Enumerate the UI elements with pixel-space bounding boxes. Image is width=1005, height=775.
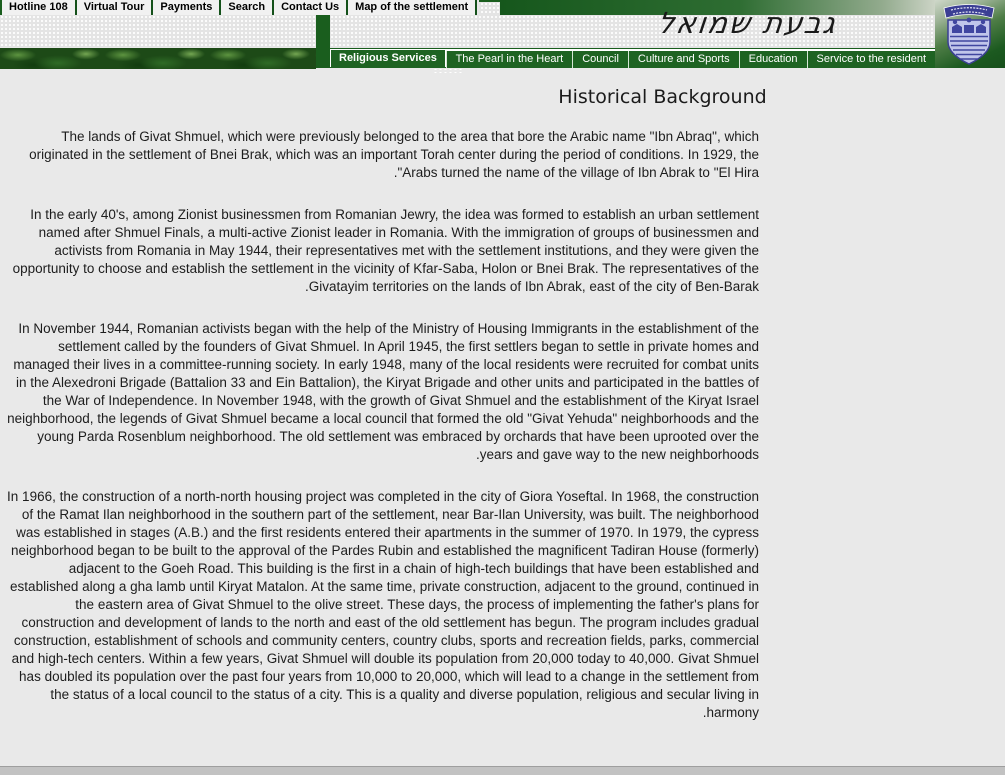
tab-dots-decoration xyxy=(433,68,463,74)
municipal-emblem-logo[interactable] xyxy=(939,2,999,71)
dotted-texture-right xyxy=(330,15,935,48)
top-nav-item[interactable]: Virtual Tour xyxy=(77,0,154,15)
site-name-hebrew: גבעת שמואל xyxy=(655,6,840,40)
secondary-nav xyxy=(446,51,935,68)
top-nav-item[interactable]: Search xyxy=(221,0,274,15)
leaf-banner-image xyxy=(0,47,316,69)
secondary-nav-item[interactable]: The Pearl in the Heart xyxy=(446,51,573,68)
top-nav-item[interactable]: Contact Us xyxy=(274,0,348,15)
top-nav-item[interactable]: Payments xyxy=(153,0,221,15)
emblem-shield-icon xyxy=(939,2,999,66)
paragraph: In November 1944, Romanian activists began with the help of the Ministry of Housing Immigrants in the establishment of the settlement called by the founders of Givat Shmuel. In April 1945, the first settlers began to settle in private homes and managed their lives in a committee-running society. In early 1948, many of the local residents were recruited for combat units in the Alexedroni Brigade (Battalion 33 and Ein Battalion), the Kiryat Brigade and other units and participated in the battles of the War of Independence. In November 1948, with the growth of Givat Shmuel and the establishment of the Kiryat Israel neighborhood, the legends of Givat Shmuel became a local council that formed the old "Givat Yehuda" neighborhoods and the young Parda Rosenblum neighborhood. The old settlement was embraced by orchards that have been uprooted over the years and gave way to the new neighborhoods. xyxy=(7,321,759,462)
site-header xyxy=(0,0,1005,68)
content-area xyxy=(0,68,1005,746)
tab-religious-services[interactable]: Religious Services xyxy=(330,49,446,67)
paragraph: In 1966, the construction of a north-north housing project was completed in the city of Giora Yoseftal. In 1968, the construction of the Ramat Ilan neighborhood in the southern part of the settlement, near Bar-Ilan University, was built. The neighborhood was established in stages (A.B.) and the first residents entered their apartments in the summer of 1970. In 1979, the cypress neighborhood began to be built to the approval of the Pardes Rubin and established the magnificent Tadiran House (formerly) adjacent to the Goeh Road. This building is the first in a chain of high-tech buildings that have been established and established along a gha lamb until Kiryat Matalon. At the same time, private construction, adjacent to the ground, continued in the eastern area of Givat Shmuel to the olive street. These days, the process of implementing the father's plans for construction and development of lands to the north and east of the old settlement has begun. The program includes gradual construction, establishment of schools and community centers, country clubs, sports and recreation fields, parks, commercial and high-tech centers. Within a few years, Givat Shmuel will double its population from 20,000 today to 40,000. Givat Shmuel has doubled its population over the past four years from 10,000 to 20,000, which will lead to a change in the settlement from the status of a local council to the status of a city. This is a quality and diverse population, religious and secular living in harmony. xyxy=(7,489,759,720)
paragraph: In the early 40's, among Zionist businessmen from Romanian Jewry, the idea was formed to establish an urban settlement named after Shmuel Finals, a multi-active Zionist leader in Romania. With the immigration of groups of businessmen and activists from Romania in May 1944, their representatives met with the settlement institutions, and they were given the opportunity to choose and establish the settlement in the vicinity of Kfar-Saba, Holon or Bnei Brak. The representatives of the Givatayim territories on the lands of Ibn Abrak, east of the city of Ben-Barak. xyxy=(12,207,759,294)
secondary-nav-item[interactable]: Education xyxy=(739,51,807,68)
top-nav-item[interactable]: Hotline 108 xyxy=(2,0,77,15)
secondary-nav-item[interactable]: Service to the resident xyxy=(807,51,935,68)
page-title: Historical Background xyxy=(558,86,767,108)
secondary-nav-item[interactable]: Council xyxy=(572,51,628,68)
bottom-bar xyxy=(0,766,1005,775)
paragraph: The lands of Givat Shmuel, which were previously belonged to the area that bore the Arabic name "Ibn Abraq", which originated in the settlement of Bnei Brak, which was an important Torah center during the period of conditions. In 1929, the Arabs turned the name of the village of Ibn Abrak to "El Hira". xyxy=(29,129,759,180)
secondary-nav-item[interactable]: Culture and Sports xyxy=(628,51,739,68)
dotted-texture-left xyxy=(0,15,316,47)
article-body xyxy=(2,128,759,722)
top-nav-item[interactable]: Map of the settlement xyxy=(348,0,477,15)
top-nav xyxy=(2,0,477,15)
